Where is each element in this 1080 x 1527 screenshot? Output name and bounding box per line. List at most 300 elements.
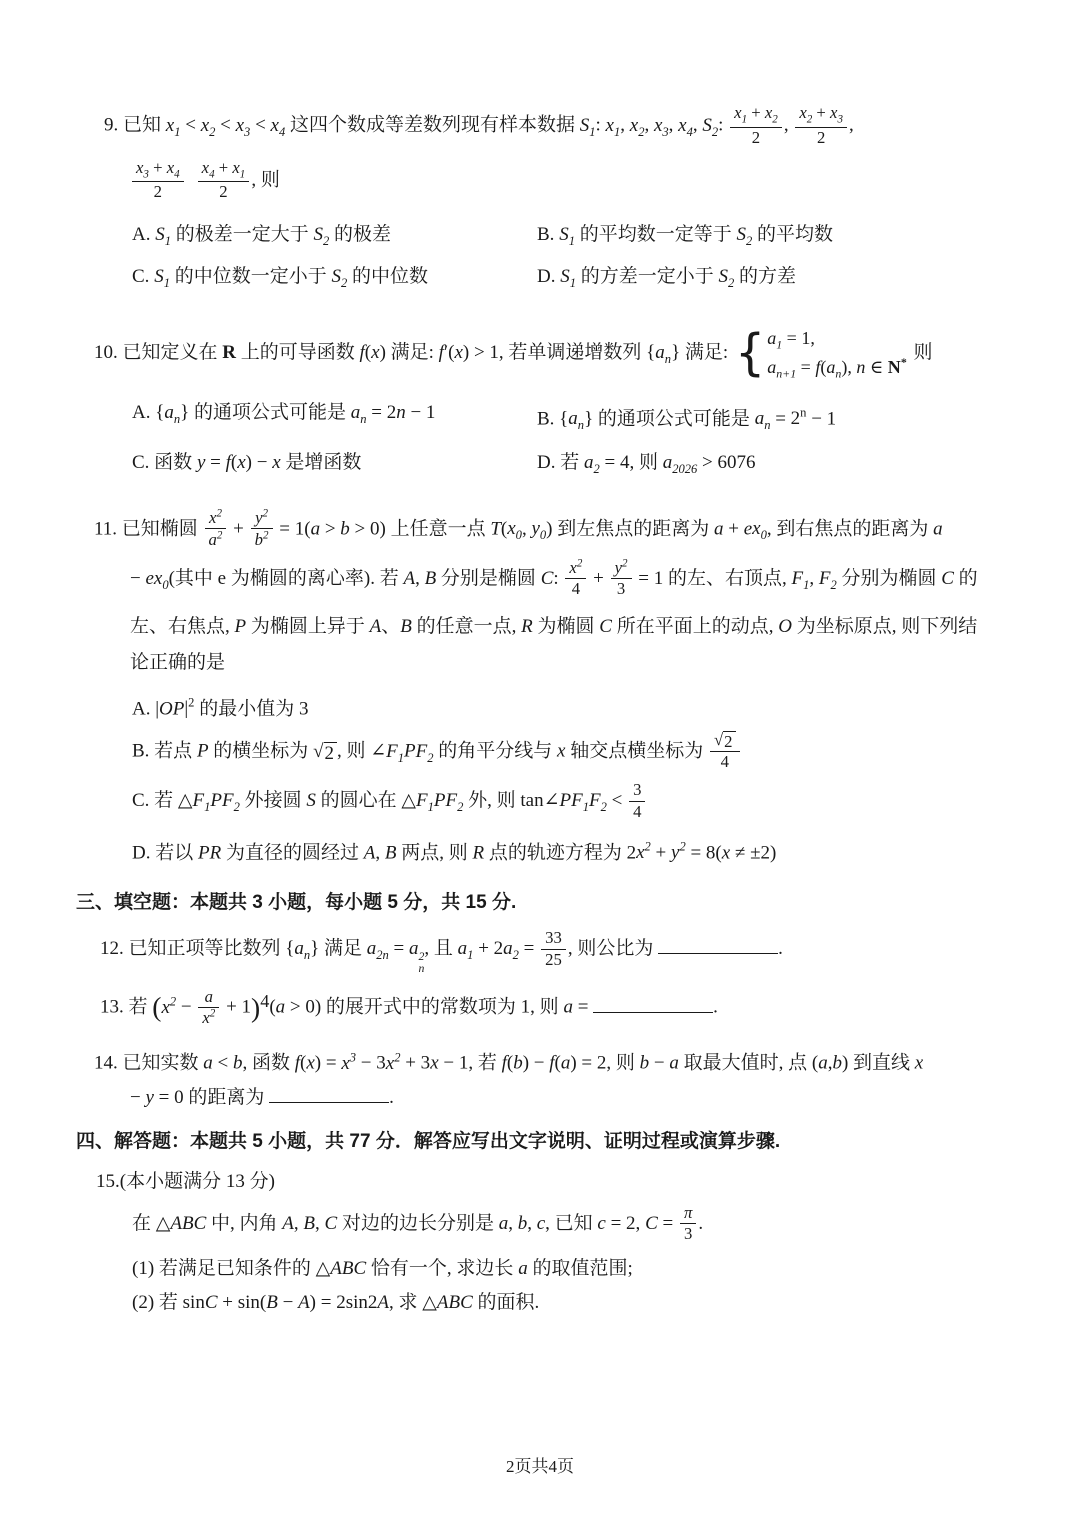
fraction	[205, 508, 227, 550]
text-run: − 1, 若	[438, 1052, 502, 1074]
answer-blank	[658, 933, 778, 954]
math-variable: f	[549, 1052, 555, 1074]
text-run: = 8(	[685, 842, 722, 864]
text-run: =	[572, 996, 594, 1018]
math-variable: e	[743, 518, 753, 540]
math-variable: a	[560, 1052, 571, 1074]
math-variable: C	[540, 568, 554, 590]
math-variable: $F_1$	[416, 790, 434, 815]
question-14-line-2	[130, 1082, 1000, 1114]
math-variable: $x_3$	[653, 114, 669, 139]
text-run: ),	[841, 356, 857, 377]
text-run: 是增函数	[280, 451, 362, 473]
text-run: 2	[153, 182, 162, 202]
text-run: 的角平分线与	[433, 740, 558, 762]
math-variable: $y^2$	[614, 557, 628, 578]
fraction	[680, 1203, 696, 1244]
math-variable: $x_2$	[799, 103, 813, 126]
question-9-options-row-1	[132, 219, 1000, 257]
text-run: } 满足	[310, 938, 367, 960]
math-variable: π	[683, 1202, 693, 1222]
math-variable: $S_1$	[559, 224, 575, 249]
text-run: (	[500, 518, 508, 540]
text-run: 14. 已知实数	[94, 1052, 204, 1074]
math-variable: $y^2$	[671, 840, 686, 864]
text-run: 的平均数一定等于	[574, 224, 737, 246]
math-variable: $x_1$	[165, 114, 181, 139]
fraction	[198, 158, 250, 203]
text-run: +	[588, 568, 609, 590]
math-variable: $a^2$	[208, 529, 223, 549]
question-10-options-row-1	[132, 397, 1000, 441]
math-variable: x	[430, 1052, 439, 1074]
text-run: ,	[415, 568, 425, 590]
text-run: 的平均数	[752, 224, 833, 246]
math-variable: $x_2$	[764, 103, 778, 126]
text-run: 轴交点横坐标为	[565, 740, 708, 762]
math-variable: x	[272, 451, 281, 473]
text-run: ,	[809, 568, 819, 590]
text-run: =	[388, 938, 410, 960]
math-variable: $x_0$	[507, 518, 522, 542]
math-variable: A	[403, 568, 416, 590]
math-variable: $F_1$	[791, 568, 810, 592]
text-run: B. 若点	[132, 740, 197, 762]
text-run: ′(	[443, 342, 455, 364]
math-variable: A	[369, 615, 382, 637]
option-left	[132, 397, 537, 435]
text-run: ) −	[522, 1052, 550, 1074]
math-variable: x	[557, 740, 566, 762]
text-run: −	[130, 1086, 146, 1108]
text-run: = 4, 则	[599, 451, 663, 473]
text-run: 两点, 则	[396, 842, 473, 864]
text-run: .	[713, 996, 718, 1018]
option-left	[132, 219, 537, 257]
text-run: =	[518, 938, 540, 960]
text-run: =	[205, 451, 226, 473]
math-variable: $S_2$	[736, 224, 753, 249]
math-variable: P	[404, 740, 416, 762]
math-variable: $a_n$	[350, 401, 367, 426]
math-variable: $x_2$	[200, 114, 216, 139]
text-run: <	[250, 114, 271, 136]
text-run: 取最大值时, 点 (	[678, 1052, 819, 1074]
square-root: √ 2	[714, 731, 736, 751]
math-variable: $a_1$	[767, 327, 783, 352]
question-12	[100, 929, 1000, 975]
text-run: ) = 2, 则	[570, 1052, 640, 1074]
math-variable: x	[237, 451, 246, 473]
text-run: 33	[545, 928, 562, 948]
text-run: > 6076	[697, 451, 756, 473]
text-run: ,	[315, 1212, 325, 1234]
text-run: , 求 △	[389, 1291, 437, 1313]
text-run: 三、填空题：本题共 3 小题，每小题 5 分，共 15 分.	[76, 892, 517, 914]
text-run: −	[130, 568, 146, 590]
text-run: 中, 内角	[206, 1212, 283, 1234]
math-variable: a	[563, 996, 573, 1018]
math-variable: P	[433, 790, 446, 812]
fraction	[198, 987, 219, 1029]
text-run: (	[269, 996, 276, 1018]
answer-blank	[269, 1082, 389, 1103]
math-variable: P	[559, 790, 572, 812]
text-run: 3	[616, 579, 626, 599]
math-variable: $x_3$	[136, 157, 149, 180]
text-run: (	[230, 451, 238, 473]
text-run: −	[277, 1291, 299, 1313]
math-variable: C	[204, 1291, 218, 1313]
text-run: , 则公比为	[567, 938, 659, 960]
math-variable: $a_{2n}$	[366, 938, 389, 963]
text-run: = 2	[366, 401, 397, 423]
math-variable: R	[472, 842, 485, 864]
text-run: D. 若	[537, 451, 584, 473]
text-run: )$^4$	[251, 990, 270, 1023]
math-variable: $S_2$	[331, 266, 348, 290]
math-variable: x	[306, 1052, 315, 1074]
math-variable: O	[778, 615, 792, 637]
text-run: (其中 e 为椭圆的离心率). 若	[168, 568, 404, 590]
math-variable: B	[384, 842, 397, 864]
text-run: <	[606, 790, 628, 812]
math-variable: f	[294, 1052, 301, 1074]
option-right	[537, 266, 797, 290]
math-variable: $x^3$	[341, 1050, 357, 1074]
text-run: 外接圆	[239, 790, 307, 812]
text-run: 4	[720, 752, 729, 772]
math-variable: $S_1$	[154, 266, 170, 290]
math-variable: y	[145, 1086, 154, 1108]
math-variable: b	[639, 1052, 650, 1074]
text-run: C. 函数	[132, 451, 197, 473]
math-variable: $x_4$	[166, 157, 180, 180]
question-14-line-1	[94, 1041, 1000, 1079]
math-variable: $a_n$	[754, 407, 771, 432]
math-variable: $F_1$	[192, 790, 211, 815]
math-variable: $F_2$	[415, 740, 434, 765]
math-variable: y	[196, 451, 206, 473]
text-run: , 已知	[545, 1212, 598, 1234]
math-variable: $x_0$	[752, 518, 767, 542]
text-run: 的中位数	[347, 266, 428, 288]
text-run: ) > 1, 若单调递增数列 {	[462, 342, 656, 364]
text-run: , 函数	[242, 1052, 295, 1074]
text-run: + 3	[400, 1052, 431, 1074]
math-variable: C	[599, 615, 612, 637]
math-variable: $a_n$	[826, 356, 842, 381]
math-variable: $x_4$	[201, 157, 215, 180]
text-run: 分别是椭圆	[436, 568, 541, 590]
text-run: ,	[508, 1212, 518, 1234]
page-footer: 2页共4页	[506, 1457, 574, 1476]
text-run: (	[364, 342, 372, 364]
fraction	[565, 558, 586, 600]
text-run: (1) 若满足已知条件的 △	[132, 1257, 331, 1279]
section-heading-solutions	[76, 1126, 1000, 1158]
math-variable: B	[303, 1212, 315, 1234]
question-9-options-row-2	[132, 261, 1000, 299]
math-variable: P	[196, 740, 209, 762]
text-run: +	[148, 157, 167, 177]
text-run: B. {	[537, 407, 569, 429]
text-run: ) 满足:	[379, 342, 439, 364]
math-variable: a 2 n	[409, 938, 425, 976]
math-variable: a	[204, 986, 214, 1006]
math-variable: $S_2$	[718, 266, 735, 290]
math-variable: a	[713, 518, 724, 540]
math-variable: $a_n$	[655, 342, 672, 366]
text-run: 的方差	[734, 266, 797, 288]
text-run: :	[595, 114, 606, 136]
text-run: (	[152, 991, 162, 1023]
text-run: D.	[537, 266, 561, 288]
text-run: N*	[887, 354, 907, 377]
math-variable: c	[597, 1212, 606, 1234]
text-run: R	[222, 342, 236, 364]
text-run: 3	[633, 780, 642, 800]
text-run: 的极差	[329, 224, 392, 246]
text-run: .	[698, 1212, 704, 1234]
math-variable: a	[518, 1257, 528, 1279]
text-run: , 则 ∠	[337, 740, 387, 762]
math-variable: $F_2$	[445, 790, 464, 815]
math-variable: $F_1$	[386, 740, 405, 765]
text-run: = 0 的距离为	[153, 1086, 270, 1108]
question-11-line-4	[130, 647, 1000, 679]
text-run: 2	[324, 742, 334, 764]
text-run: 外, 则 tan∠	[463, 790, 560, 812]
text-run: 的极差一定大于	[171, 224, 314, 246]
text-run: = 1(	[274, 518, 311, 540]
math-variable: C	[645, 1212, 658, 1234]
math-variable: $F_2$	[589, 790, 607, 815]
math-variable: $x_1$	[232, 157, 246, 180]
text-run: +	[650, 842, 671, 864]
math-variable: C	[324, 1212, 338, 1234]
math-variable: P	[234, 615, 247, 637]
math-variable: $x^2$	[202, 1007, 216, 1028]
text-run: 9. 已知	[104, 114, 166, 136]
text-run: + sin(	[217, 1291, 267, 1313]
math-variable: b	[232, 1052, 243, 1074]
text-run: ) 到直线	[841, 1052, 915, 1074]
text-run: , 则	[251, 169, 280, 191]
text-run: 的取值范围;	[527, 1257, 633, 1279]
math-variable: $x_0$	[153, 568, 169, 592]
math-variable: b	[832, 1052, 842, 1074]
math-variable: $a_2$	[583, 451, 600, 476]
math-variable: A	[298, 1291, 310, 1313]
math-variable: ABC	[170, 1212, 207, 1234]
text-run: 所在平面上的动点,	[611, 615, 779, 637]
text-run: <	[212, 1052, 233, 1074]
question-11-line-3	[130, 611, 1000, 643]
question-11-option-d	[132, 831, 1000, 869]
question-10-options-row-2	[132, 447, 1000, 485]
text-run: C.	[132, 266, 155, 288]
math-variable: ABC	[436, 1291, 473, 1313]
math-variable: $a_{n+1}$	[767, 356, 797, 381]
text-run: 2	[751, 127, 761, 147]
text-run: 在 △	[132, 1212, 171, 1234]
fraction	[730, 103, 782, 148]
text-run: 3	[683, 1223, 693, 1243]
text-run: ,	[644, 114, 654, 136]
text-run: = 1,	[782, 327, 815, 348]
text-run: 、	[381, 615, 401, 637]
math-variable: $S_1$	[579, 114, 596, 139]
math-variable: S	[306, 790, 316, 812]
math-variable: B	[266, 1291, 278, 1313]
text-run: } 的通项公式可能是	[180, 401, 351, 423]
text-run: 点的轨迹方程为 2	[484, 842, 637, 864]
text-run: 上的可导函数	[236, 342, 360, 364]
text-run: .	[778, 938, 783, 960]
text-run: B.	[537, 224, 560, 246]
math-variable: f	[815, 356, 821, 377]
text-run: 的最小值为 3	[194, 698, 309, 720]
text-run: 的横坐标为	[208, 740, 314, 762]
text-run: >	[320, 518, 341, 540]
text-run: ,	[375, 842, 385, 864]
math-variable: $S_1$	[560, 266, 576, 290]
text-run: 4	[633, 801, 642, 821]
text-run: 则	[908, 342, 933, 364]
math-variable: $a_n$	[294, 938, 311, 963]
math-variable: C	[941, 568, 954, 590]
text-run: ,	[620, 114, 630, 136]
text-run: 4	[571, 579, 581, 599]
text-run: 为直径的圆经过	[221, 842, 364, 864]
fraction	[629, 780, 645, 821]
math-variable: $x_4$	[270, 114, 286, 139]
text-run: 12. 已知正项等比数列 {	[100, 938, 295, 960]
math-variable: $x_4$	[678, 114, 693, 139]
math-variable: a	[818, 1052, 828, 1074]
text-run: ,	[827, 1052, 833, 1074]
text-run: ) =	[314, 1052, 342, 1074]
text-run: 对边的边长分别是	[337, 1212, 499, 1234]
math-variable: $F_2$	[818, 568, 837, 592]
text-run: ,	[848, 114, 854, 136]
text-run: :	[718, 114, 729, 136]
text-run: ) −	[245, 451, 273, 473]
text-run: :	[553, 568, 564, 590]
square-root: √ 2	[313, 742, 337, 765]
math-variable: f	[225, 451, 231, 473]
math-variable: B	[400, 615, 412, 637]
text-run: 这四个数成等差数列现有样本数据	[285, 114, 580, 136]
text-run: = 1 的左、右顶点,	[633, 568, 792, 590]
question-11-option-b	[132, 731, 1000, 773]
question-11-option-a	[132, 687, 1000, 725]
text-run: 2$^n$	[790, 405, 807, 429]
math-variable: $a_{2026}$	[662, 451, 698, 476]
math-variable: $x_3$	[830, 103, 843, 126]
text-run: 的任意一点,	[411, 615, 522, 637]
math-variable: c	[536, 1212, 546, 1234]
question-13	[100, 985, 1000, 1029]
text-run: (	[300, 1052, 307, 1074]
text-run: ,	[783, 114, 794, 136]
option-left	[132, 261, 537, 299]
text-run: > 0) 上任意一点	[349, 518, 491, 540]
text-run: 为椭圆	[532, 615, 600, 637]
option-right	[537, 224, 833, 249]
fraction	[132, 158, 184, 203]
question-11-line-1	[94, 509, 1000, 551]
text-run: ,	[668, 114, 679, 136]
option-right	[537, 451, 756, 476]
text-run: −	[176, 996, 197, 1018]
text-run: ≠ ±2)	[730, 842, 777, 864]
left-brace: {	[734, 324, 766, 382]
text-run: +	[214, 157, 233, 177]
math-variable: P	[210, 790, 223, 812]
text-run: ,	[521, 518, 532, 540]
text-run: ∈	[865, 356, 888, 377]
text-run: 的圆心在 △	[315, 790, 417, 812]
math-variable: $x_2$	[629, 114, 645, 139]
text-run: (	[820, 356, 827, 377]
math-variable: T	[490, 518, 501, 540]
math-variable: $b^2$	[254, 529, 269, 549]
text-run: 13. 若	[100, 996, 153, 1018]
math-variable: $x^2$	[209, 507, 222, 528]
text-run: } 的通项公式可能是	[584, 407, 755, 429]
fraction	[541, 928, 566, 969]
text-run: ,	[692, 114, 703, 136]
question-15-item-1	[132, 1253, 1000, 1285]
text-run: =	[796, 356, 816, 377]
text-run: ,	[293, 1212, 304, 1234]
math-variable: $x_1$	[605, 114, 621, 139]
math-variable: a	[933, 518, 943, 540]
text-run: +	[723, 518, 744, 540]
question-11-option-c	[132, 781, 1000, 823]
fraction	[710, 730, 740, 772]
text-run: 的方差一定小于	[576, 266, 719, 288]
text-run: , 且	[424, 938, 458, 960]
text-run: 10. 已知定义在	[94, 342, 223, 364]
math-variable: $y^2$	[255, 507, 269, 528]
text-run: 25	[545, 949, 562, 969]
math-variable: e	[145, 568, 154, 590]
math-variable: a	[669, 1052, 679, 1074]
math-variable: $S_2$	[702, 114, 719, 139]
math-variable: ABC	[330, 1257, 367, 1279]
text-run: − 3	[356, 1052, 386, 1074]
text-run: $|^2$	[184, 695, 195, 720]
question-15-header	[96, 1166, 1000, 1198]
math-variable: $x^2$	[636, 840, 651, 864]
math-variable: x	[721, 842, 731, 864]
math-variable: A	[377, 1291, 389, 1313]
math-variable: b	[340, 518, 350, 540]
math-variable: PR	[197, 842, 222, 864]
text-run: 为椭圆上异于	[246, 615, 370, 637]
math-variable: $F_1$	[571, 790, 590, 815]
text-run: D. 若以	[132, 842, 198, 864]
math-variable: a	[498, 1212, 509, 1234]
math-variable: $x^2$	[385, 1050, 401, 1074]
text-run: 11. 已知椭圆	[94, 518, 203, 540]
text-run: − 1	[806, 407, 837, 429]
text-run: +	[228, 518, 249, 540]
section-heading-fill-in	[76, 887, 1000, 919]
